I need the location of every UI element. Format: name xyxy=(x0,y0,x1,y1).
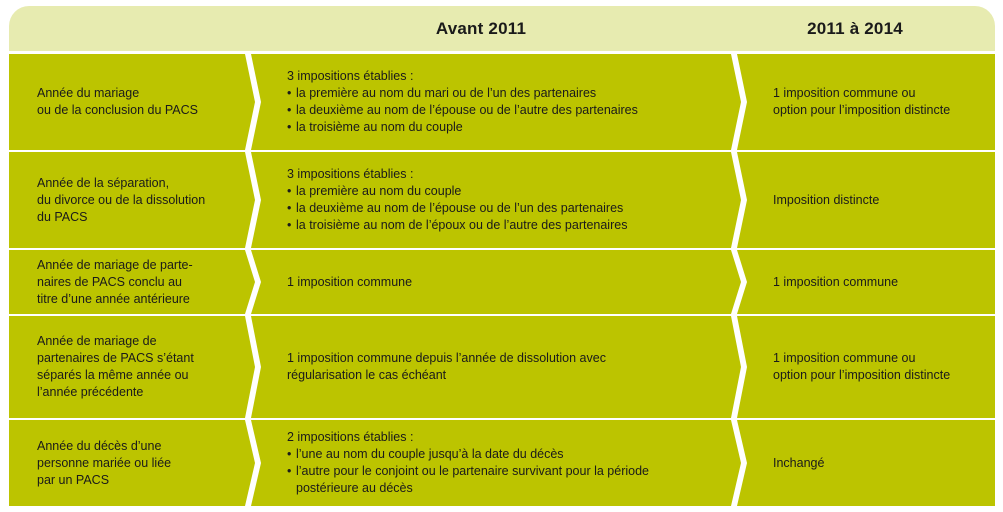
after-line: 1 imposition commune ou xyxy=(773,86,916,100)
situation-line: titre d’une année antérieure xyxy=(37,291,190,306)
after-line: 1 imposition commune ou xyxy=(773,351,916,365)
after-line: option pour l’imposition distincte xyxy=(773,368,951,382)
after-2011-cell xyxy=(773,250,991,314)
list-item: • la troisième au nom du couple xyxy=(287,120,463,134)
situation-line: Année de mariage de parte- xyxy=(37,257,193,272)
list-item: • la deuxième au nom de l’épouse ou de l’autre des partenaires xyxy=(287,103,638,117)
bullet-icon: • xyxy=(287,218,292,232)
situation-cell xyxy=(37,152,237,248)
chevron-right-icon xyxy=(731,152,747,248)
situation-line: naires de PACS conclu au xyxy=(37,274,182,289)
chevron-right-icon xyxy=(731,54,747,150)
list-item: • la troisième au nom de l’époux ou de l’autre des partenaires xyxy=(287,218,628,232)
situation-cell xyxy=(37,54,237,150)
after-line: 1 imposition commune xyxy=(773,274,899,289)
chevron-right-icon xyxy=(245,316,261,418)
chevron-right-icon xyxy=(245,152,261,248)
before-intro: 2 impositions établies : xyxy=(287,430,414,444)
table-row xyxy=(9,152,995,250)
table-row xyxy=(9,420,995,506)
bullet-icon: • xyxy=(287,184,292,198)
chevron-right-icon xyxy=(245,250,261,314)
chevron-right-icon xyxy=(245,54,261,150)
chevron-right-icon xyxy=(731,316,747,418)
situation-line: Année du décès d’une xyxy=(37,438,162,453)
bullet-icon: • xyxy=(287,201,292,215)
before-2011-cell xyxy=(287,420,727,506)
situation-line: séparés la même année ou xyxy=(37,368,189,382)
header-before-2011: Avant 2011 xyxy=(435,19,527,38)
bullet-icon: • xyxy=(287,447,292,461)
list-item: • l’une au nom du couple jusqu’à la date du décès xyxy=(287,447,564,461)
chevron-right-icon xyxy=(731,250,747,314)
tax-comparison-table xyxy=(9,6,995,506)
after-2011-cell xyxy=(773,316,991,418)
after-line: option pour l’imposition distincte xyxy=(773,103,951,117)
chevron-right-icon xyxy=(731,420,747,506)
list-item: • la première au nom du mari ou de l’un des partenaires xyxy=(287,86,597,100)
after-2011-cell xyxy=(773,152,991,248)
situation-line: personne mariée ou liée xyxy=(37,455,172,470)
before-line: régularisation le cas échéant xyxy=(287,368,447,382)
after-2011-cell xyxy=(773,54,991,150)
bullet-icon: • xyxy=(287,120,292,134)
situation-line: du PACS xyxy=(37,209,88,224)
situation-line: du divorce ou de la dissolution xyxy=(37,192,206,207)
situation-line: par un PACS xyxy=(37,472,110,487)
table-row xyxy=(9,54,995,152)
situation-line: ou de la conclusion du PACS xyxy=(37,103,198,117)
after-2011-cell xyxy=(773,420,991,506)
before-2011-cell xyxy=(287,316,727,418)
bullet-icon: • xyxy=(287,103,292,117)
situation-line: Année du mariage xyxy=(37,86,140,100)
list-item-continuation: postérieure au décès xyxy=(296,481,413,495)
situation-line: Année de mariage de xyxy=(37,334,157,348)
situation-line: Année de la séparation, xyxy=(37,175,170,190)
list-item: • la deuxième au nom de l’épouse ou de l’un des partenaires xyxy=(287,201,624,215)
bullet-icon: • xyxy=(287,464,292,478)
before-2011-cell xyxy=(287,152,727,248)
before-2011-cell xyxy=(287,250,727,314)
situation-cell xyxy=(37,316,237,418)
list-item: • l’autre pour le conjoint ou le partenaire survivant pour la période xyxy=(287,464,649,478)
bullet-icon: • xyxy=(287,86,292,100)
situation-cell xyxy=(37,420,237,506)
before-2011-cell xyxy=(287,54,727,150)
situation-line: l’année précédente xyxy=(37,385,144,399)
before-line: 1 imposition commune depuis l’année de dissolution avec xyxy=(287,351,606,365)
before-intro: 3 impositions établies : xyxy=(287,69,414,83)
situation-line: partenaires de PACS s’étant xyxy=(37,351,194,365)
header-2011-2014: 2011 à 2014 xyxy=(807,19,903,38)
table-row xyxy=(9,316,995,420)
table-header xyxy=(9,6,995,54)
before-line: 1 imposition commune xyxy=(287,274,413,289)
after-line: Imposition distincte xyxy=(773,192,880,207)
after-line: Inchangé xyxy=(773,455,825,470)
situation-cell xyxy=(37,250,237,314)
table-row xyxy=(9,250,995,316)
chevron-right-icon xyxy=(245,420,261,506)
list-item: • la première au nom du couple xyxy=(287,184,462,198)
before-intro: 3 impositions établies : xyxy=(287,167,414,181)
